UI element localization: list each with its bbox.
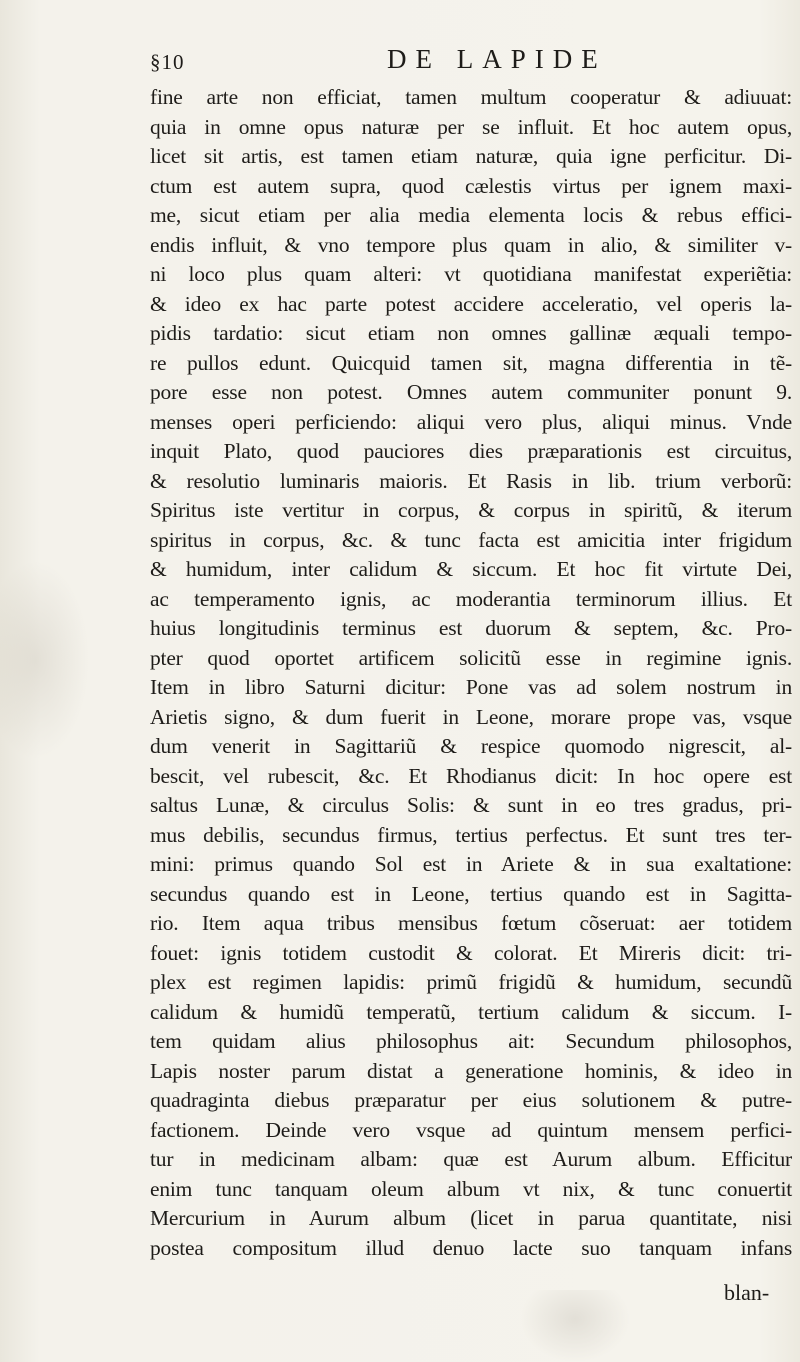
text-line: mini: primus quando Sol est in Ariete & in sua exaltatione: <box>150 852 792 876</box>
body-text <box>150 83 792 1263</box>
text-line: enim tunc tanquam oleum album vt nix, & tunc conuertit <box>150 1176 792 1201</box>
text-line: calidum & humidũ temperatũ, tertium calidum & siccum. I- <box>150 999 792 1024</box>
text-line: re pullos edunt. Quicquid tamen sit, magna differentia in tẽ- <box>150 350 792 375</box>
text-line: inquit Plato, quod pauciores dies præparationis est circuitus, <box>150 439 792 463</box>
page-header <box>150 44 770 80</box>
text-line: menses operi perficiendo: aliqui vero plus, aliqui minus. Vnde <box>150 409 792 434</box>
text-line: dum venerit in Sagittariũ & respice quomodo nigrescit, al- <box>150 734 792 758</box>
text-line: saltus Lunæ, & circulus Solis: & sunt in eo tres gradus, pri- <box>150 793 792 817</box>
text-line: Arietis signo, & dum fuerit in Leone, morare prope vas, vsque <box>150 704 792 729</box>
text-line: Lapis noster parum distat a generatione hominis, & ideo in <box>150 1058 792 1083</box>
text-line: & resolutio luminaris maioris. Et Rasis in lib. trium verborũ: <box>150 468 792 493</box>
text-line: Mercurium in Aurum album (licet in parua quantitate, nisi <box>150 1206 792 1230</box>
text-line: ac temperamento ignis, ac moderantia terminorum illius. Et <box>150 586 792 611</box>
text-line: Item in libro Saturni dicitur: Pone vas ad solem nostrum in <box>150 675 792 699</box>
text-line: Spiritus iste vertitur in corpus, & corpus in spiritũ, & iterum <box>150 498 792 522</box>
text-line: tur in medicinam albam: quæ est Aurum album. Efficitur <box>150 1147 792 1171</box>
text-line: fine arte non efficiat, tamen multum cooperatur & adiuuat: <box>150 85 792 109</box>
text-line: spiritus in corpus, &c. & tunc facta est amicitia inter frigidum <box>150 527 792 552</box>
text-line: quadraginta diebus præparatur per eius solutionem & putre- <box>150 1088 792 1112</box>
text-line: mus debilis, secundus firmus, tertius perfectus. Et sunt tres ter- <box>150 822 792 847</box>
text-line: pidis tardatio: sicut etiam non omnes gallinæ æquali tempo- <box>150 321 792 345</box>
text-line: pter quod oportet artificem solicitũ esse in regimine ignis. <box>150 645 792 670</box>
text-line: factionem. Deinde vero vsque ad quintum mensem perfici- <box>150 1117 792 1142</box>
text-line: huius longitudinis terminus est duorum & septem, &c. Pro- <box>150 616 792 640</box>
page-number: §10 <box>150 50 185 74</box>
catchword: blan- <box>724 1280 770 1305</box>
text-line: fouet: ignis totidem custodit & colorat. Et Mireris dicit: tri- <box>150 940 792 965</box>
text-line: ctum est autem supra, quod cælestis virtus per ignem maxi- <box>150 173 792 198</box>
text-line: secundus quando est in Leone, tertius quando est in Sagitta- <box>150 881 792 906</box>
text-line: ni loco plus quam alteri: vt quotidiana manifestat experiẽtia: <box>150 262 792 286</box>
text-line: quia in omne opus naturæ per se influit. Et hoc autem opus, <box>150 114 792 139</box>
text-line: me, sicut etiam per alia media elementa locis & rebus effici- <box>150 203 792 227</box>
text-line: plex est regimen lapidis: primũ frigidũ & humidum, secundũ <box>150 970 792 994</box>
text-line: rio. Item aqua tribus mensibus fœtum cõseruat: aer totidem <box>150 911 792 935</box>
running-title: DE LAPIDE <box>387 44 607 74</box>
text-line: licet sit artis, est tamen etiam naturæ, quia igne perficitur. Di- <box>150 144 792 168</box>
text-line: bescit, vel rubescit, &c. Et Rhodianus dicit: In hoc opere est <box>150 763 792 788</box>
text-line: tem quidam alius philosophus ait: Secundum philosophos, <box>150 1029 792 1053</box>
text-line: & ideo ex hac parte potest accidere acceleratio, vel operis la- <box>150 291 792 316</box>
ink-bleed-stain <box>520 1290 630 1362</box>
ink-bleed-stain <box>0 560 90 760</box>
text-line: pore esse non potest. Omnes autem communiter ponunt 9. <box>150 380 792 404</box>
text-line: & humidum, inter calidum & siccum. Et hoc fit virtute Dei, <box>150 557 792 581</box>
text-line: postea compositum illud denuo lacte suo tanquam infans <box>150 1235 792 1260</box>
text-line: endis influit, & vno tempore plus quam in alio, & similiter v- <box>150 232 792 257</box>
